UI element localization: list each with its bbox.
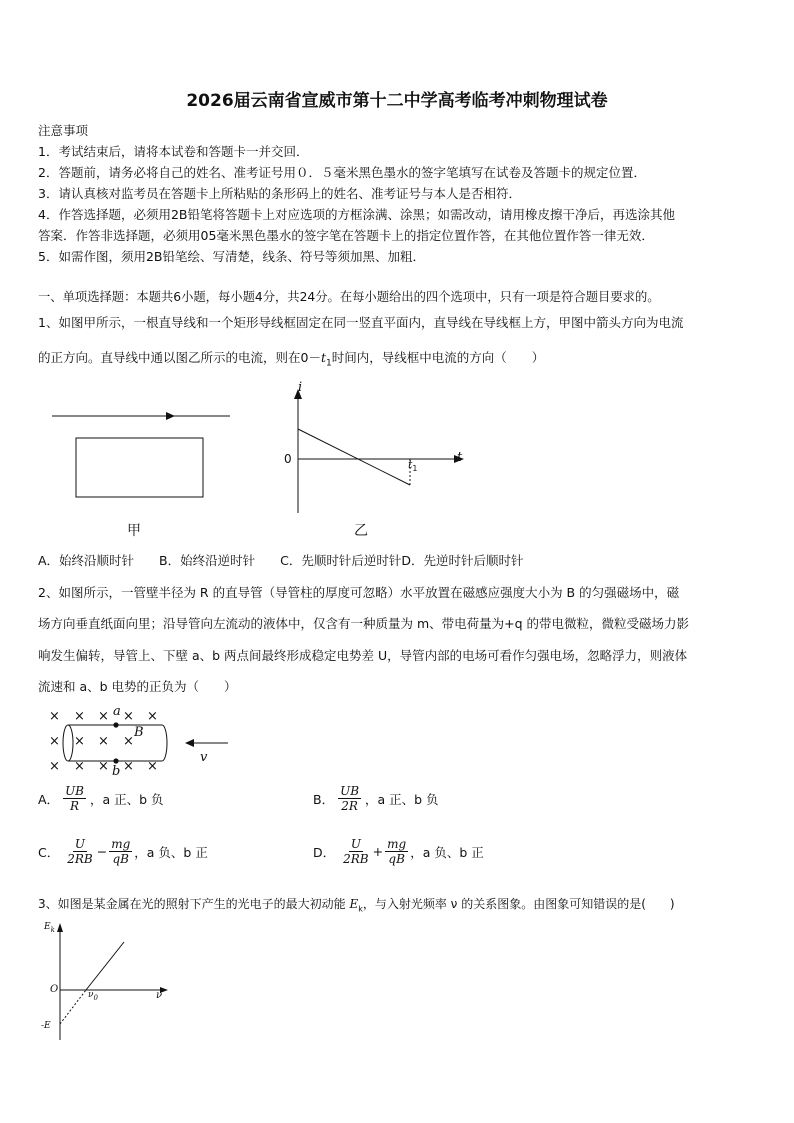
field-cross-icon: ×: [74, 759, 85, 774]
q3-stem: 3、如图是某金属在光的照射下产生的光电子的最大初动能 $E_k$，与入射光频率 ν 的关系图象。由图象可知错误的是( ): [38, 897, 675, 914]
q3-axis-ek: $E_k$: [44, 922, 55, 934]
field-cross-icon: ×: [123, 734, 134, 749]
q2-stem-line2: 场方向垂直纸面向里；沿导管向左流动的液体中，仅含有一种质量为 m、带电荷量为+q 的带电微粒，微粒受磁场力影: [38, 616, 690, 631]
q2-option-c: C． $\frac{U}{2RB}$ − $\frac{mg}{qB}$ ，a 负、b 正: [38, 837, 208, 866]
field-cross-icon: ×: [98, 709, 109, 724]
fig-label-yi: 乙: [354, 523, 368, 539]
current-arrow-icon: [166, 412, 175, 420]
notice-item: 2．答题前，请务必将自己的姓名、准考证号用０．５毫米黑色墨水的签字笔填写在试卷及答题卡的规定位置．: [38, 165, 646, 180]
fig-label-jia: 甲: [127, 523, 141, 539]
ek-extrapolation: [60, 990, 86, 1024]
ek-axis-arrow-icon: [57, 923, 63, 932]
q1-stem-line1: 1、如图甲所示，一根直导线和一个矩形导线框固定在同一竖直平面内，直导线在导线框上方，甲图中箭头方向为电流: [38, 315, 684, 330]
label-b: b: [112, 764, 121, 779]
q1-figure-yi: [280, 385, 470, 515]
page-title: 2026届云南省宣威市第十二中学高考临考冲刺物理试卷: [186, 91, 608, 111]
q2-stem-line4: 流速和 a、b 电势的正负为（ ）: [38, 679, 237, 694]
q1-options: A．始终沿顺时针 B．始终沿逆时针 C．先顺时针后逆时针D．先逆时针后顺时针: [38, 553, 524, 568]
point-b: [113, 758, 118, 763]
notice-item: 5．如需作图，须用2B铅笔绘、写清楚，线条、符号等须加黑、加粗．: [38, 249, 425, 264]
tick-label-t1: $t_1$: [408, 458, 418, 474]
notice-item: 答案．作答非选择题，必须用05毫米黑色墨水的签字笔在答题卡上的指定位置作答，在其他位置作答一律无效．: [38, 228, 654, 243]
field-cross-icon: ×: [74, 709, 85, 724]
q3-origin: O: [50, 984, 59, 995]
q2-stem-line3: 响发生偏转，导管上、下壁 a、b 两点间最终形成稳定电势差 U，导管内部的电场可看作匀强电场，忽略浮力，则液体: [38, 648, 688, 663]
field-cross-icon: ×: [49, 734, 60, 749]
q2-option-b: B． $\frac{UB}{2R}$ ，a 正、b 负: [313, 784, 439, 813]
notice-item: 1．考试结束后，请将本试卷和答题卡一并交回．: [38, 144, 309, 159]
point-a: [113, 722, 118, 727]
label-B: B: [134, 725, 144, 740]
field-cross-icon: ×: [147, 759, 158, 774]
notice-heading: 注意事项: [38, 123, 89, 138]
field-cross-icon: ×: [74, 734, 85, 749]
q3-nu0-label: $\nu_0$: [88, 990, 98, 1002]
field-cross-icon: ×: [123, 709, 134, 724]
q3-graph: [40, 920, 180, 1045]
field-cross-icon: ×: [49, 759, 60, 774]
q3-axis-nu: ν: [156, 990, 163, 1001]
velocity-arrow-icon: [185, 739, 194, 747]
current-line: [298, 429, 410, 485]
label-a: a: [113, 704, 121, 719]
q2-option-a: A． $\frac{UB}{R}$ ，a 正、b 负: [38, 784, 164, 813]
q3-neg-e-label: -E: [41, 1021, 51, 1031]
notice-item: 4．作答选择题，必须用2B铅笔将答题卡上对应选项的方框涂满、涂黑；如需改动，请用橡皮擦干净后，再选涂其他: [38, 207, 675, 222]
section-heading: 一、单项选择题：本题共6小题，每小题4分，共24分。在每小题给出的四个选项中，只有一项是符合题目要求的。: [38, 290, 660, 304]
field-cross-icon: ×: [49, 709, 60, 724]
field-cross-icon: ×: [98, 759, 109, 774]
field-cross-icon: ×: [147, 709, 158, 724]
q1-stem-line2: 的正方向。直导线中通以图乙所示的电流，则在$0-t_1$时间内，导线框中电流的方向（ ）: [38, 350, 545, 369]
axis-origin-0: 0: [284, 452, 292, 466]
axis-label-i: i: [298, 380, 303, 395]
field-cross-icon: ×: [98, 734, 109, 749]
notice-item: 3．请认真核对监考员在答题卡上所粘贴的条形码上的姓名、准考证号与本人是否相符．: [38, 186, 521, 201]
q2-stem-line1: 2、如图所示，一管壁半径为 R 的直导管（导管柱的厚度可忽略）水平放置在磁感应强度大小为 B 的匀强磁场中，磁: [38, 585, 680, 600]
q2-option-d: D． $\frac{U}{2RB}$ + $\frac{mg}{qB}$ ，a 负、b 正: [313, 837, 484, 866]
q1-figure-jia: [44, 400, 244, 510]
pipe-left-end: [63, 725, 73, 761]
axis-label-t: t: [457, 450, 463, 465]
ek-line: [86, 942, 124, 990]
field-cross-icon: ×: [123, 759, 134, 774]
rectangular-loop: [76, 438, 203, 497]
label-v: v: [200, 750, 208, 765]
